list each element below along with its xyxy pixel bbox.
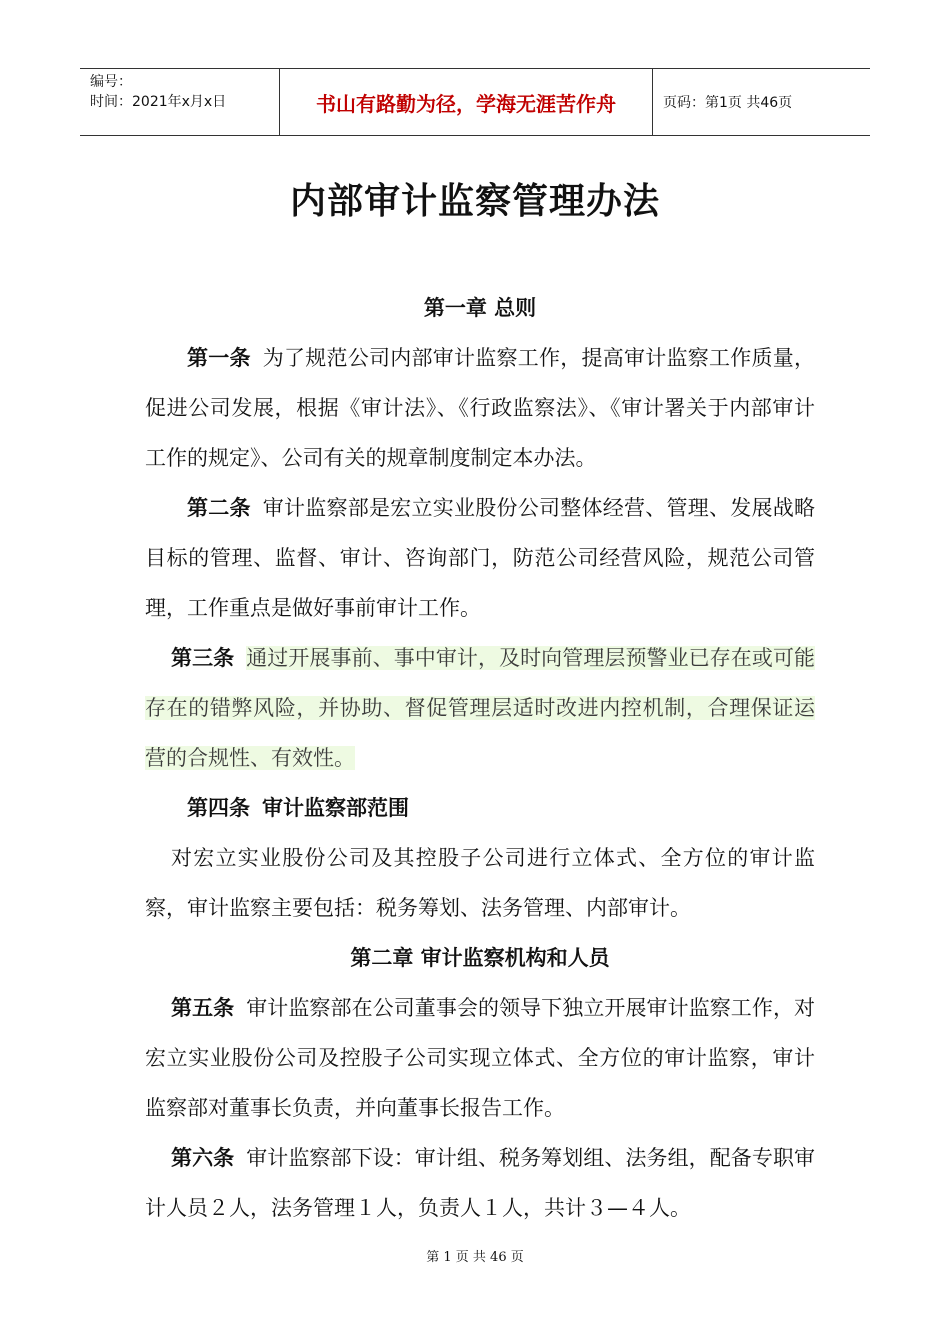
page-footer: 第 1 页 共 46 页	[426, 1250, 524, 1265]
article-5-text: 审计监察部在公司董事会的领导下独立开展审计监察工作，对宏立实业股份公司及控股子公司实现立体式、全方位的审计监察，审计监察部对董事长负责，并向董事长报告工作。	[145, 996, 816, 1120]
article-1	[145, 333, 815, 483]
article-5-label: 第五条	[171, 996, 235, 1020]
article-1-text: 为了规范公司内部审计监察工作，提高审计监察工作质量，促进公司发展，根据《审计法》、《行政监察法》、《审计署关于内部审计工作的规定》、公司有关的规章制度制定本办法。	[145, 346, 815, 470]
document-body	[145, 283, 815, 1233]
doc-number-label: 编号：	[90, 74, 132, 90]
article-6	[145, 1133, 815, 1233]
article-2-label: 第二条	[187, 496, 251, 520]
article-3-text-highlighted: 通过开展事前、事中审计，及时向管理层预警业已存在或可能存在的错弊风险，并协助、督促管理层适时改进内控机制，合理保证运营的合规性、有效性。	[145, 646, 816, 770]
article-4-heading	[145, 783, 815, 833]
page-header	[80, 68, 870, 136]
article-3-label: 第三条	[171, 646, 235, 670]
header-meta	[80, 69, 280, 135]
chapter-2-title: 第二章 审计监察机构和人员	[350, 946, 610, 970]
chapter-1-title: 第一章 总则	[423, 296, 537, 320]
header-motto: 书山有路勤为径，学海无涯苦作舟	[280, 69, 653, 135]
article-4-label: 第四条	[187, 796, 250, 820]
article-2	[145, 483, 815, 633]
article-1-label: 第一条	[187, 346, 251, 370]
article-4-heading-text: 审计监察部范围	[262, 796, 409, 820]
header-page-info: 页码：第1页 共46页	[663, 95, 793, 111]
article-6-label: 第六条	[171, 1146, 235, 1170]
doc-time-label: 时间：2021年x月x日	[90, 94, 227, 110]
document-title: 内部审计监察管理办法	[289, 181, 660, 222]
article-3	[145, 633, 815, 783]
article-6-text: 审计监察部下设：审计组、税务筹划组、法务组，配备专职审计人员２人，法务管理１人，负责人１人，共计３—４人。	[145, 1146, 816, 1220]
article-5	[145, 983, 815, 1133]
article-4-text: 对宏立实业股份公司及其控股子公司进行立体式、全方位的审计监察，审计监察主要包括：税务筹划、法务管理、内部审计。	[145, 846, 815, 920]
article-2-text: 审计监察部是宏立实业股份公司整体经营、管理、发展战略目标的管理、监督、审计、咨询部门，防范公司经营风险，规范公司管理，工作重点是做好事前审计工作。	[145, 496, 815, 620]
